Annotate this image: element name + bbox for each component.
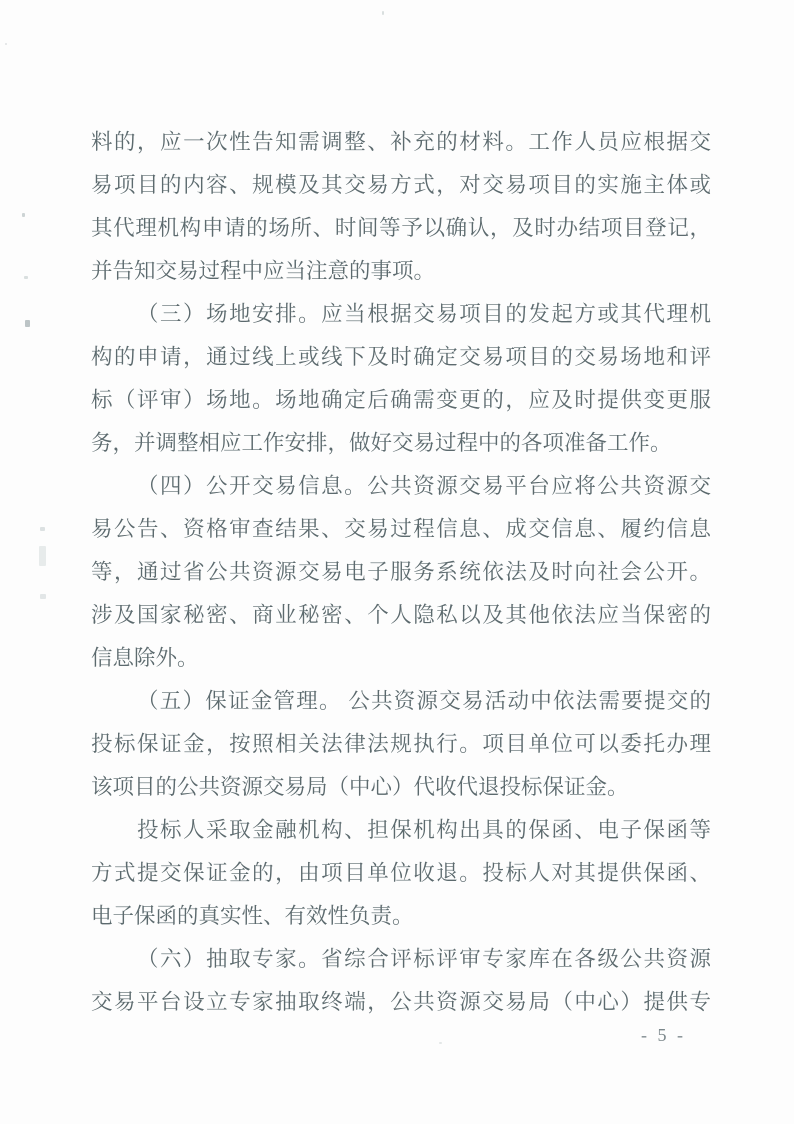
text-line: 投标保证金，按照相关法律法规执行。项目单位可以委托办理 [91,732,711,756]
text-line: 易公告、资格审查结果、交易过程信息、成交信息、履约信息 [91,517,711,541]
page-number: - 5 - [641,1025,686,1045]
scan-speck [439,1042,442,1044]
text-line: 构的申请，通过线上或线下及时确定交易项目的交易场地和评 [91,345,711,369]
document-body [91,121,711,1024]
scan-speck [40,594,46,599]
text-line: 交易平台设立专家抽取终端，公共资源交易局（中心）提供专 [91,990,711,1014]
text-line: 料的，应一次性告知需调整、补充的材料。工作人员应根据交 [91,130,711,154]
text-line: 电子保函的真实性、有效性负责。 [91,904,414,928]
text-line: 信息除外。 [91,646,199,670]
scan-speck [5,43,7,45]
text-line: 务，并调整相应工作安排，做好交易过程中的各项准备工作。 [91,431,672,455]
text-line: （六）抽取专家。省综合评标评审专家库在各级公共资源 [137,947,711,971]
text-line: （五）保证金管理。 公共资源交易活动中依法需要提交的 [137,689,711,713]
text-line: 涉及国家秘密、商业秘密、个人隐私以及其他依法应当保密的 [91,603,711,627]
scan-speck [39,546,46,566]
scan-speck [382,11,384,15]
text-line: 等，通过省公共资源交易电子服务系统依法及时向社会公开。 [91,560,711,584]
text-line: （四）公开交易信息。公共资源交易平台应将公共资源交 [137,474,711,498]
text-line: 易项目的内容、规模及其交易方式，对交易项目的实施主体或 [91,173,711,197]
text-line: 其代理机构申请的场所、时间等予以确认，及时办结项目登记， [91,216,711,240]
text-line: 投标人采取金融机构、担保机构出具的保函、电子保函等 [137,818,711,842]
text-line: 该项目的公共资源交易局（中心）代收代退投标保证金。 [91,775,629,799]
text-line: 方式提交保证金的，由项目单位收退。投标人对其提供保函、 [91,861,711,885]
scan-speck [22,213,25,217]
text-line: 并告知交易过程中应当注意的事项。 [91,259,436,283]
scan-speck [24,276,28,279]
scan-speck [40,527,45,531]
text-line: 标（评审）场地。场地确定后确需变更的，应及时提供变更服 [91,388,711,412]
text-line: （三）场地安排。应当根据交易项目的发起方或其代理机 [137,302,711,326]
scan-speck [25,320,30,327]
